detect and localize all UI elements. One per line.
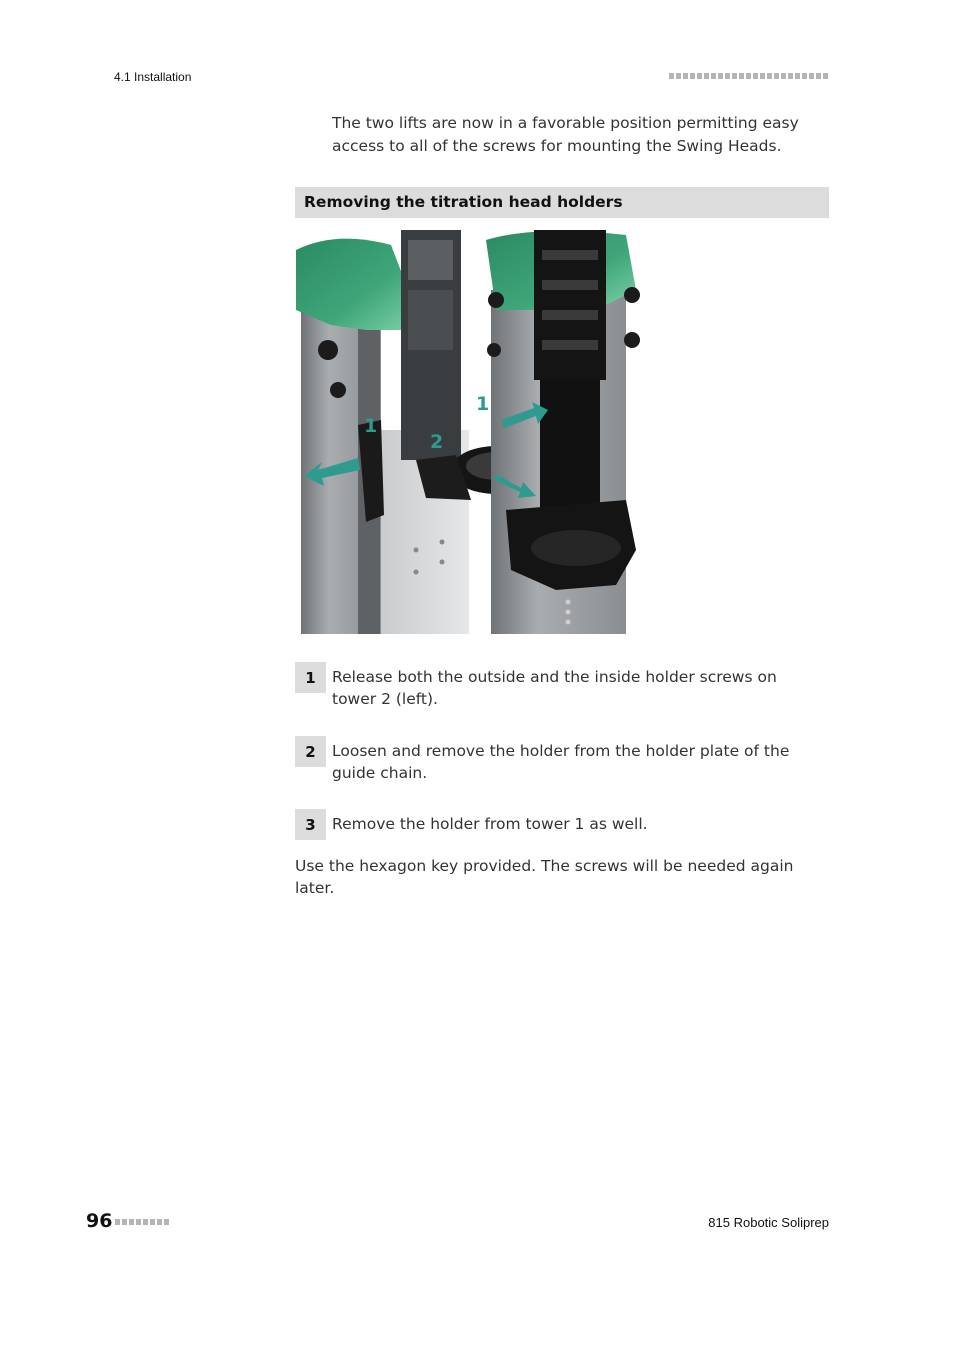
knob	[488, 292, 504, 308]
note-paragraph: Use the hexagon key provided. The screws will be needed again later.	[295, 857, 794, 897]
dot	[788, 73, 793, 79]
knob	[330, 382, 346, 398]
step-number: 2	[295, 736, 326, 767]
dot	[760, 73, 765, 79]
footer-dot-decoration	[115, 1219, 169, 1225]
dot	[697, 73, 702, 79]
dot	[823, 73, 828, 79]
dot	[676, 73, 681, 79]
header-dot-decoration	[669, 73, 828, 79]
step-text: Release both the outside and the inside holder screws on tower 2 (left).	[332, 668, 777, 708]
dot	[157, 1219, 162, 1225]
knob	[487, 343, 501, 357]
knob	[624, 287, 640, 303]
dot	[669, 73, 674, 79]
dot	[802, 73, 807, 79]
knob	[318, 340, 338, 360]
step-number: 1	[295, 662, 326, 693]
dot	[690, 73, 695, 79]
dot	[704, 73, 709, 79]
dot	[129, 1219, 134, 1225]
dot	[164, 1219, 169, 1225]
step-text: Remove the holder from tower 1 as well.	[332, 815, 648, 833]
step-text: Loosen and remove the holder from the holder plate of the guide chain.	[332, 742, 790, 782]
section-heading-bar	[295, 187, 829, 218]
dot	[718, 73, 723, 79]
dot	[795, 73, 800, 79]
dot	[739, 73, 744, 79]
titration-holder-illustration	[296, 230, 646, 634]
dot	[767, 73, 772, 79]
knob	[624, 332, 640, 348]
dot	[753, 73, 758, 79]
dot	[809, 73, 814, 79]
dot	[774, 73, 779, 79]
dot	[115, 1219, 120, 1225]
dot	[150, 1219, 155, 1225]
step-number: 3	[295, 809, 326, 840]
dot	[136, 1219, 141, 1225]
intro-paragraph: The two lifts are now in a favorable position permitting easy access to all of the screws for mounting the Swing Heads.	[332, 114, 799, 155]
dot	[143, 1219, 148, 1225]
dot	[725, 73, 730, 79]
dot	[711, 73, 716, 79]
section-title: Removing the titration head holders	[304, 193, 623, 211]
figure-label-1-right: 1	[476, 393, 490, 415]
footer-document-title: 815 Robotic Soliprep	[708, 1215, 829, 1230]
dot	[781, 73, 786, 79]
figure-label-1-left: 1	[364, 415, 378, 437]
dot	[746, 73, 751, 79]
dot	[732, 73, 737, 79]
dot	[816, 73, 821, 79]
dot	[683, 73, 688, 79]
dot	[122, 1219, 127, 1225]
page-number: 96	[86, 1210, 113, 1232]
running-header-section: 4.1 Installation	[114, 70, 192, 84]
figure-label-2: 2	[430, 431, 444, 453]
